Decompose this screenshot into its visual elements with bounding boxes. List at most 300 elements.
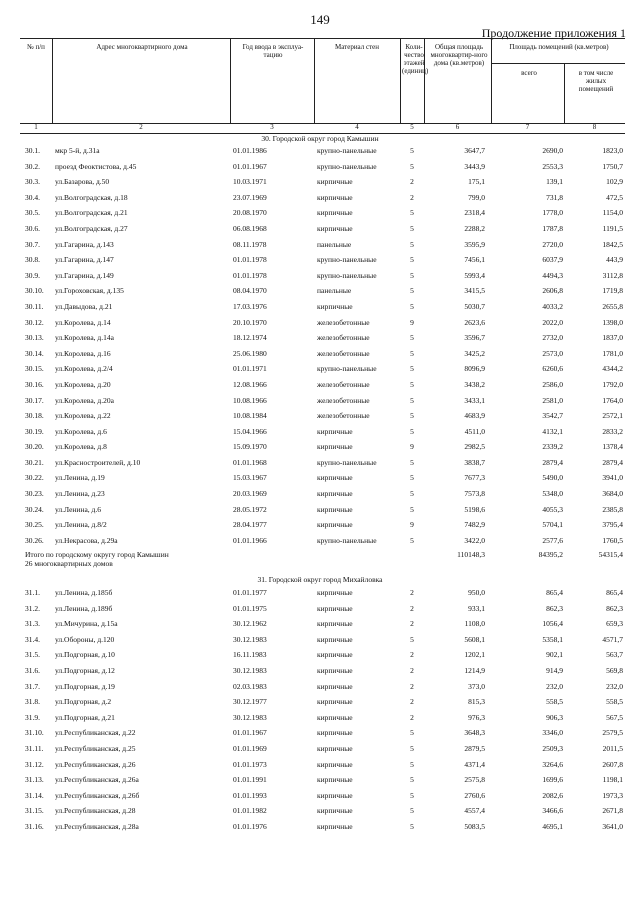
row-total-area: 7677,3 (464, 473, 485, 483)
row-total-area: 3595,9 (464, 239, 485, 249)
row-address: ул.Королева, д.14 (55, 317, 111, 327)
row-year: 30.12.1983 (233, 634, 267, 644)
row-year: 17.03.1976 (233, 301, 267, 311)
row-year: 08.11.1978 (233, 239, 267, 249)
row-residential-area: 443,9 (606, 255, 623, 265)
row-floors: 5 (410, 728, 414, 738)
row-year: 10.08.1984 (233, 411, 267, 421)
row-wall-material: крупно-панельные (317, 270, 377, 280)
row-premises-area: 731,8 (546, 192, 563, 202)
row-residential-area: 232,0 (606, 681, 623, 691)
row-wall-material: кирпичные (317, 681, 353, 691)
row-premises-area: 2553,3 (542, 161, 563, 171)
row-number: 30.22. (25, 473, 44, 483)
row-wall-material: кирпичные (317, 223, 353, 233)
row-year: 01.01.1966 (233, 535, 267, 545)
row-year: 01.01.1982 (233, 806, 267, 816)
row-number: 30.20. (25, 442, 44, 452)
row-year: 20.10.1970 (233, 317, 267, 327)
table-row (20, 378, 625, 394)
row-total-area: 4511,0 (464, 426, 485, 436)
row-number: 31.2. (25, 603, 40, 613)
row-residential-area: 1398,0 (602, 317, 623, 327)
table-row (20, 331, 625, 347)
table-row (20, 222, 625, 238)
row-premises-area: 2732,0 (542, 333, 563, 343)
row-premises-area: 139,1 (546, 177, 563, 187)
row-residential-area: 2579,5 (602, 728, 623, 738)
row-floors: 5 (410, 489, 414, 499)
row-floors: 2 (410, 681, 414, 691)
row-total-area: 3433,1 (464, 395, 485, 405)
row-total-area: 2318,4 (464, 208, 485, 218)
row-residential-area: 558,5 (606, 697, 623, 707)
row-wall-material: кирпичные (317, 821, 353, 831)
row-floors: 5 (410, 333, 414, 343)
row-number: 31.10. (25, 728, 44, 738)
row-address: ул.Республиканская, д.26 (55, 759, 136, 769)
row-residential-area: 1154,0 (602, 208, 623, 218)
table-row (20, 503, 625, 519)
row-address: ул.Ленина, д.189б (55, 603, 113, 613)
table-row (20, 160, 625, 176)
row-total-area: 5608,1 (464, 634, 485, 644)
col-number: 1 (34, 123, 38, 131)
row-premises-area: 3346,0 (542, 728, 563, 738)
row-residential-area: 2607,8 (602, 759, 623, 769)
row-address: ул.Ленина, д.185б (55, 588, 113, 597)
row-premises-area: 5704,1 (542, 520, 563, 530)
row-wall-material: кирпичные (317, 442, 353, 452)
row-premises-area: 1778,0 (542, 208, 563, 218)
row-floors: 5 (410, 223, 414, 233)
row-address: мкр 5-й, д.31а (55, 146, 100, 155)
table-row (20, 633, 625, 649)
row-premises-area: 4494,3 (542, 270, 563, 280)
row-wall-material: кирпичные (317, 588, 353, 597)
row-year: 30.12.1962 (233, 619, 267, 629)
row-address: ул.Некрасова, д.29а (55, 535, 118, 545)
row-residential-area: 3684,0 (602, 489, 623, 499)
row-residential-area: 1760,5 (602, 535, 623, 545)
row-residential-area: 472,5 (606, 192, 623, 202)
table-row (20, 191, 625, 207)
row-wall-material: кирпичные (317, 426, 353, 436)
row-wall-material: железобетонные (317, 411, 370, 421)
row-number: 30.17. (25, 395, 44, 405)
col-number: 4 (355, 123, 359, 131)
row-number: 30.9. (25, 270, 40, 280)
table-row (20, 487, 625, 503)
row-floors: 5 (410, 395, 414, 405)
row-wall-material: кирпичные (317, 650, 353, 660)
row-residential-area: 2671,8 (602, 806, 623, 816)
table-row (20, 471, 625, 487)
row-year: 01.01.1978 (233, 270, 267, 280)
row-number: 30.19. (25, 426, 44, 436)
row-residential-area: 563,7 (606, 650, 623, 660)
header-address: Адрес многоквартирного дома (96, 43, 188, 51)
row-floors: 5 (410, 208, 414, 218)
row-premises-area: 1787,8 (542, 223, 563, 233)
row-number: 31.7. (25, 681, 40, 691)
row-number: 31.12. (25, 759, 44, 769)
row-residential-area: 569,8 (606, 665, 623, 675)
row-total-area: 1108,0 (464, 619, 485, 629)
row-address: ул.Красностроителей, д.10 (55, 457, 141, 467)
table-row (20, 206, 625, 222)
row-total-area: 5198,6 (464, 504, 485, 514)
row-residential-area: 865,4 (606, 588, 623, 597)
row-residential-area: 2011,5 (602, 743, 623, 753)
row-wall-material: железобетонные (317, 317, 370, 327)
row-total-area: 4371,4 (464, 759, 485, 769)
row-year: 01.01.1967 (233, 161, 267, 171)
row-number: 31.6. (25, 665, 40, 675)
table-row (20, 144, 625, 160)
row-address: ул.Гороховская, д.135 (55, 286, 124, 296)
row-residential-area: 2385,8 (602, 504, 623, 514)
row-floors: 5 (410, 426, 414, 436)
row-floors: 2 (410, 665, 414, 675)
row-number: 30.3. (25, 177, 40, 187)
row-floors: 5 (410, 634, 414, 644)
row-number: 31.8. (25, 697, 40, 707)
row-year: 01.01.1978 (233, 255, 267, 265)
col-number: 7 (525, 123, 530, 131)
table-row (20, 789, 625, 805)
table-row (20, 820, 625, 836)
table-row (20, 586, 625, 602)
row-address: ул.Королева, д.8 (55, 442, 107, 452)
row-number: 31.14. (25, 790, 44, 800)
row-residential-area: 2833,2 (602, 426, 623, 436)
row-premises-area: 862,3 (546, 603, 563, 613)
row-address: ул.Республиканская, д.26б (55, 790, 140, 800)
row-number: 30.16. (25, 379, 44, 389)
header-year: Год ввода в эксплуа-тацию (242, 43, 304, 59)
row-number: 31.3. (25, 619, 40, 629)
row-wall-material: кирпичные (317, 208, 353, 218)
row-premises-area: 2606,8 (542, 286, 563, 296)
row-floors: 5 (410, 504, 414, 514)
row-floors: 5 (410, 759, 414, 769)
table-row (20, 695, 625, 711)
row-total-area: 3425,2 (464, 348, 485, 358)
row-address: ул.Королева, д.20а (55, 395, 114, 405)
row-year: 15.03.1967 (233, 473, 267, 483)
row-residential-area: 1719,8 (602, 286, 623, 296)
row-floors: 2 (410, 712, 414, 722)
total-area: 110148,3 (457, 550, 485, 559)
row-residential-area: 1198,1 (602, 775, 623, 785)
row-number: 30.8. (25, 255, 40, 265)
row-premises-area: 5358,1 (542, 634, 563, 644)
total-residential-area: 54315,4 (598, 550, 623, 559)
row-year: 15.04.1966 (233, 426, 267, 436)
row-floors: 9 (410, 442, 414, 452)
row-number: 30.23. (25, 489, 44, 499)
row-number: 30.2. (25, 161, 40, 171)
row-premises-area: 1699,6 (542, 775, 563, 785)
row-premises-area: 4033,2 (542, 301, 563, 311)
row-premises-area: 2586,0 (542, 379, 563, 389)
row-floors: 5 (410, 806, 414, 816)
row-wall-material: панельные (317, 239, 352, 249)
table-row (20, 284, 625, 300)
row-floors: 5 (410, 457, 414, 467)
row-wall-material: крупно-панельные (317, 161, 377, 171)
row-address: ул.Подгорная, д.12 (55, 665, 115, 675)
row-premises-area: 6260,6 (542, 364, 563, 374)
row-premises-area: 3542,7 (542, 411, 563, 421)
row-premises-area: 2339,2 (542, 442, 563, 452)
row-year: 10.03.1971 (233, 177, 267, 187)
row-year: 20.08.1970 (233, 208, 267, 218)
row-number: 31.11. (25, 743, 44, 753)
row-floors: 5 (410, 411, 414, 421)
row-floors: 9 (410, 317, 414, 327)
row-wall-material: кирпичные (317, 520, 353, 530)
row-year: 28.04.1977 (233, 520, 267, 530)
row-residential-area: 862,3 (606, 603, 623, 613)
row-total-area: 2760,6 (464, 790, 485, 800)
row-floors: 5 (410, 535, 414, 545)
row-floors: 5 (410, 348, 414, 358)
row-address: проезд Феоктистова, д.45 (55, 161, 137, 171)
row-address: ул.Ленина, д.23 (55, 489, 105, 499)
row-premises-area: 2577,6 (542, 535, 563, 545)
row-year: 30.12.1983 (233, 665, 267, 675)
row-total-area: 2575,8 (464, 775, 485, 785)
row-wall-material: кирпичные (317, 603, 353, 613)
row-address: ул.Республиканская, д.22 (55, 728, 136, 738)
row-premises-area: 4132,1 (542, 426, 563, 436)
row-total-area: 7456,1 (464, 255, 485, 265)
row-number: 30.25. (25, 520, 44, 530)
row-floors: 2 (410, 603, 414, 613)
row-wall-material: крупно-панельные (317, 457, 377, 467)
row-address: ул.Мичурина, д.15а (55, 619, 118, 629)
row-address: ул.Давыдова, д.21 (55, 301, 113, 311)
row-total-area: 2623,6 (464, 317, 485, 327)
row-year: 20.03.1969 (233, 489, 267, 499)
row-residential-area: 2572,1 (602, 411, 623, 421)
table-row (20, 742, 625, 758)
row-address: ул.Республиканская, д.25 (55, 743, 136, 753)
row-wall-material: кирпичные (317, 712, 353, 722)
row-number: 31.5. (25, 650, 40, 660)
row-floors: 5 (410, 301, 414, 311)
header-material: Материал стен (335, 43, 379, 51)
row-number: 30.12. (25, 317, 44, 327)
table-row (20, 664, 625, 680)
row-total-area: 933,1 (468, 603, 485, 613)
table-row (20, 617, 625, 633)
section-title: 31. Городской округ город Михайловка (257, 575, 383, 584)
row-number: 30.11. (25, 301, 44, 311)
table-row (20, 269, 625, 285)
row-floors: 2 (410, 650, 414, 660)
col-number: 3 (270, 123, 274, 131)
row-floors: 2 (410, 588, 414, 597)
row-year: 10.08.1966 (233, 395, 267, 405)
continuation-caption: Продолжение приложения 1 (481, 26, 626, 40)
row-total-area: 4557,4 (464, 806, 485, 816)
row-residential-area: 659,3 (606, 619, 623, 629)
row-wall-material: железобетонные (317, 348, 370, 358)
row-year: 25.06.1980 (233, 348, 267, 358)
row-address: ул.Республиканская, д.26а (55, 775, 139, 785)
row-number: 30.13. (25, 333, 44, 343)
row-residential-area: 1842,5 (602, 239, 623, 249)
row-number: 30.1. (25, 146, 40, 155)
row-wall-material: кирпичные (317, 489, 353, 499)
row-year: 01.01.1986 (233, 146, 267, 155)
row-number: 31.13. (25, 775, 44, 785)
row-address: ул.Республиканская, д.28а (55, 821, 139, 831)
row-premises-area: 1056,4 (542, 619, 563, 629)
row-residential-area: 3941,0 (602, 473, 623, 483)
row-year: 01.01.1969 (233, 743, 267, 753)
row-total-area: 3438,2 (464, 379, 485, 389)
row-total-area: 3647,7 (464, 146, 485, 155)
row-total-area: 1214,9 (464, 665, 485, 675)
row-number: 30.15. (25, 364, 44, 374)
row-number: 30.21. (25, 457, 44, 467)
row-address: ул.Подгорная, д.21 (55, 712, 115, 722)
row-premises-area: 2573,0 (542, 348, 563, 358)
row-residential-area: 1378,4 (602, 442, 623, 452)
section-title: 30. Городской округ город Камышин (261, 134, 379, 143)
row-total-area: 2288,2 (464, 223, 485, 233)
row-wall-material: кирпичные (317, 634, 353, 644)
table-row (20, 456, 625, 472)
row-wall-material: кирпичные (317, 697, 353, 707)
row-floors: 5 (410, 364, 414, 374)
row-wall-material: кирпичные (317, 177, 353, 187)
row-number: 30.18. (25, 411, 44, 421)
row-wall-material: кирпичные (317, 728, 353, 738)
row-wall-material: кирпичные (317, 790, 353, 800)
table-row (20, 773, 625, 789)
row-year: 15.09.1970 (233, 442, 267, 452)
row-total-area: 3422,0 (464, 535, 485, 545)
row-premises-area: 2082,6 (542, 790, 563, 800)
row-wall-material: кирпичные (317, 743, 353, 753)
row-year: 02.03.1983 (233, 681, 267, 691)
row-address: ул.Ленина, д.8/2 (55, 520, 107, 530)
row-wall-material: кирпичные (317, 806, 353, 816)
row-premises-area: 232,0 (546, 681, 563, 691)
row-floors: 2 (410, 619, 414, 629)
row-premises-area: 5490,0 (542, 473, 563, 483)
row-floors: 5 (410, 821, 414, 831)
row-total-area: 2879,5 (464, 743, 485, 753)
row-total-area: 799,0 (468, 192, 485, 202)
row-wall-material: крупно-панельные (317, 535, 377, 545)
table-row (20, 409, 625, 425)
row-address: ул.Обороны, д.120 (55, 634, 115, 644)
table-row (20, 804, 625, 820)
row-residential-area: 4571,7 (602, 634, 623, 644)
row-residential-area: 3795,4 (602, 520, 623, 530)
row-wall-material: железобетонные (317, 333, 370, 343)
row-premises-area: 2022,0 (542, 317, 563, 327)
row-premises-area: 4055,3 (542, 504, 563, 514)
row-year: 01.01.1967 (233, 728, 267, 738)
row-address: ул.Королева, д.14а (55, 333, 114, 343)
row-address: ул.Волгоградская, д.18 (55, 192, 128, 202)
col-number: 8 (592, 123, 597, 131)
row-number: 30.14. (25, 348, 44, 358)
row-number: 30.5. (25, 208, 40, 218)
row-floors: 2 (410, 177, 414, 187)
row-address: ул.Королева, д.20 (55, 379, 111, 389)
row-residential-area: 3641,0 (602, 821, 623, 831)
table-row (20, 518, 625, 534)
row-address: ул.Королева, д.2/4 (55, 364, 113, 374)
row-wall-material: крупно-панельные (317, 146, 377, 155)
row-year: 16.11.1983 (233, 650, 267, 660)
table-row (20, 394, 625, 410)
row-number: 30.4. (25, 192, 40, 202)
row-year: 01.01.1973 (233, 759, 267, 769)
row-floors: 5 (410, 775, 414, 785)
row-wall-material: кирпичные (317, 665, 353, 675)
row-residential-area: 1750,7 (602, 161, 623, 171)
row-year: 23.07.1969 (233, 192, 267, 202)
row-wall-material: крупно-панельные (317, 255, 377, 265)
table-row (20, 362, 625, 378)
row-floors: 5 (410, 743, 414, 753)
row-wall-material: крупно-панельные (317, 364, 377, 374)
row-address: ул.Республиканская, д.28 (55, 806, 136, 816)
row-address: ул.Подгорная, д.2 (55, 697, 112, 707)
row-address: ул.Базарова, д.50 (55, 177, 110, 187)
row-year: 01.01.1977 (233, 588, 267, 597)
row-total-area: 976,3 (468, 712, 485, 722)
table-row (20, 347, 625, 363)
row-premises-area: 902,1 (546, 650, 563, 660)
row-year: 30.12.1977 (233, 697, 267, 707)
row-address: ул.Ленина, д.19 (55, 473, 105, 483)
table-row (20, 602, 625, 618)
row-floors: 5 (410, 255, 414, 265)
row-floors: 5 (410, 473, 414, 483)
row-year: 01.01.1993 (233, 790, 267, 800)
row-wall-material: кирпичные (317, 301, 353, 311)
row-residential-area: 1792,0 (602, 379, 623, 389)
row-floors: 2 (410, 192, 414, 202)
row-total-area: 8096,9 (464, 364, 485, 374)
row-residential-area: 3112,8 (602, 270, 623, 280)
header-number: № п/п (27, 43, 45, 51)
total-count-label: 26 многоквартирных домов (25, 559, 113, 568)
row-total-area: 815,3 (468, 697, 485, 707)
row-address: ул.Гагарина, д.143 (55, 239, 114, 249)
row-total-area: 3648,3 (464, 728, 485, 738)
row-address: ул.Гагарина, д.147 (55, 255, 114, 265)
row-residential-area: 2879,4 (602, 457, 623, 467)
row-year: 18.12.1974 (233, 333, 267, 343)
col-number: 5 (410, 123, 414, 131)
row-wall-material: кирпичные (317, 504, 353, 514)
row-year: 06.08.1968 (233, 223, 267, 233)
row-premises-area: 3264,6 (542, 759, 563, 769)
row-address: ул.Ленина, д.6 (55, 504, 101, 514)
row-residential-area: 4344,2 (602, 364, 623, 374)
